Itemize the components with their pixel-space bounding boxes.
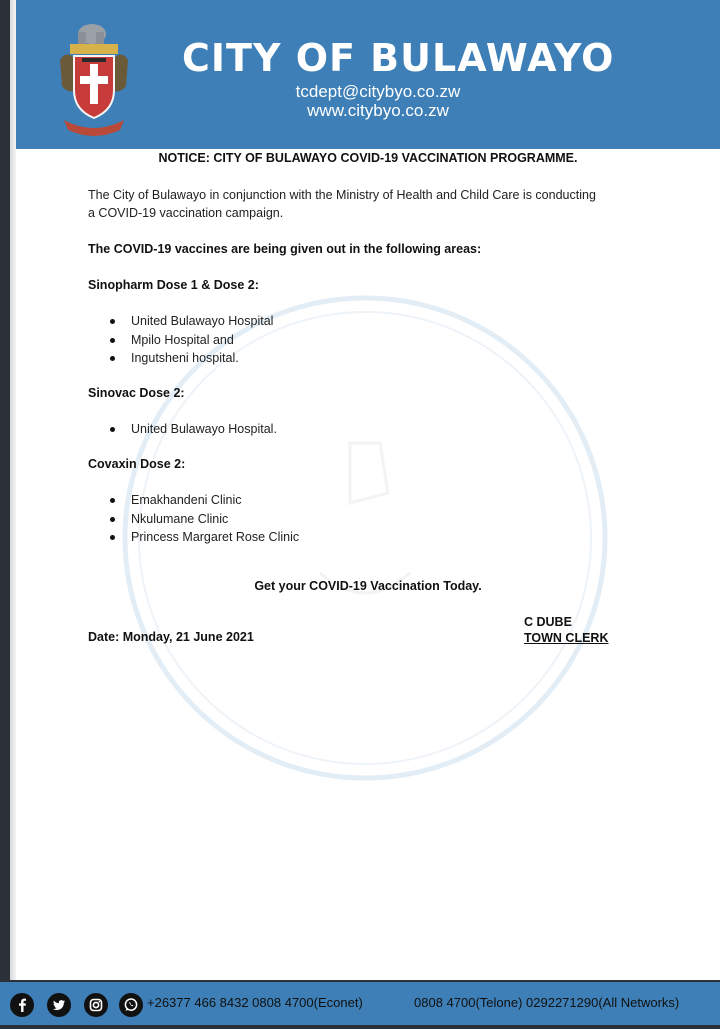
site-list-sinovac bbox=[88, 420, 668, 439]
page-edge bbox=[0, 0, 16, 1029]
signatory-title: TOWN CLERK bbox=[524, 631, 609, 645]
instagram-icon[interactable] bbox=[84, 993, 108, 1017]
city-title: CITY OF BULAWAYO bbox=[182, 36, 615, 80]
group-heading-sinovac: Sinovac Dose 2: bbox=[88, 385, 185, 400]
signatory-name: C DUBE bbox=[524, 615, 572, 629]
bottom-edge bbox=[0, 1025, 720, 1029]
list-item: Ingutsheni hospital. bbox=[88, 349, 668, 368]
site-list-sinopharm bbox=[88, 312, 668, 368]
list-item: Princess Margaret Rose Clinic bbox=[88, 528, 668, 547]
list-item: Nkulumane Clinic bbox=[88, 510, 668, 529]
site-list-covaxin bbox=[88, 491, 668, 547]
group-heading-covaxin: Covaxin Dose 2: bbox=[88, 457, 186, 471]
notice-title: NOTICE: CITY OF BULAWAYO COVID-19 VACCINATION PROGRAMME. bbox=[158, 151, 578, 165]
contact-details bbox=[256, 82, 500, 120]
whatsapp-icon[interactable] bbox=[119, 993, 143, 1017]
phone-numbers-other: 0808 4700(Telone) 0292271290(All Networks) bbox=[414, 995, 680, 1010]
email-address[interactable]: tcdept@citybyo.co.zw bbox=[295, 82, 461, 101]
footer-bar bbox=[0, 980, 720, 1027]
list-item: Mpilo Hospital and bbox=[88, 331, 668, 350]
letterhead-banner bbox=[16, 0, 720, 149]
facebook-icon[interactable] bbox=[10, 993, 34, 1017]
list-item: United Bulawayo Hospital. bbox=[88, 420, 668, 439]
call-to-action: Get your COVID-19 Vaccination Today. bbox=[254, 579, 482, 593]
phone-numbers-econet: +26377 466 8432 0808 4700(Econet) bbox=[147, 995, 363, 1010]
coat-of-arms-icon bbox=[56, 20, 132, 138]
website-link[interactable]: www.citybyo.co.zw bbox=[307, 101, 449, 120]
notice-body bbox=[88, 186, 668, 547]
areas-heading: The COVID-19 vaccines are being given out in the following areas: bbox=[88, 242, 482, 256]
intro-line-1: The City of Bulawayo in conjunction with the Ministry of Health and Child Care is conducting bbox=[88, 188, 596, 202]
notice-date: Date: Monday, 21 June 2021 bbox=[88, 630, 254, 644]
intro-line-2: a COVID-19 vaccination campaign. bbox=[88, 206, 284, 220]
list-item: Emakhandeni Clinic bbox=[88, 491, 668, 510]
intro-paragraph bbox=[88, 186, 668, 222]
group-heading-sinopharm: Sinopharm Dose 1 & Dose 2: bbox=[88, 278, 259, 292]
signature-block bbox=[524, 614, 609, 646]
twitter-icon[interactable] bbox=[47, 993, 71, 1017]
list-item: United Bulawayo Hospital bbox=[88, 312, 668, 331]
